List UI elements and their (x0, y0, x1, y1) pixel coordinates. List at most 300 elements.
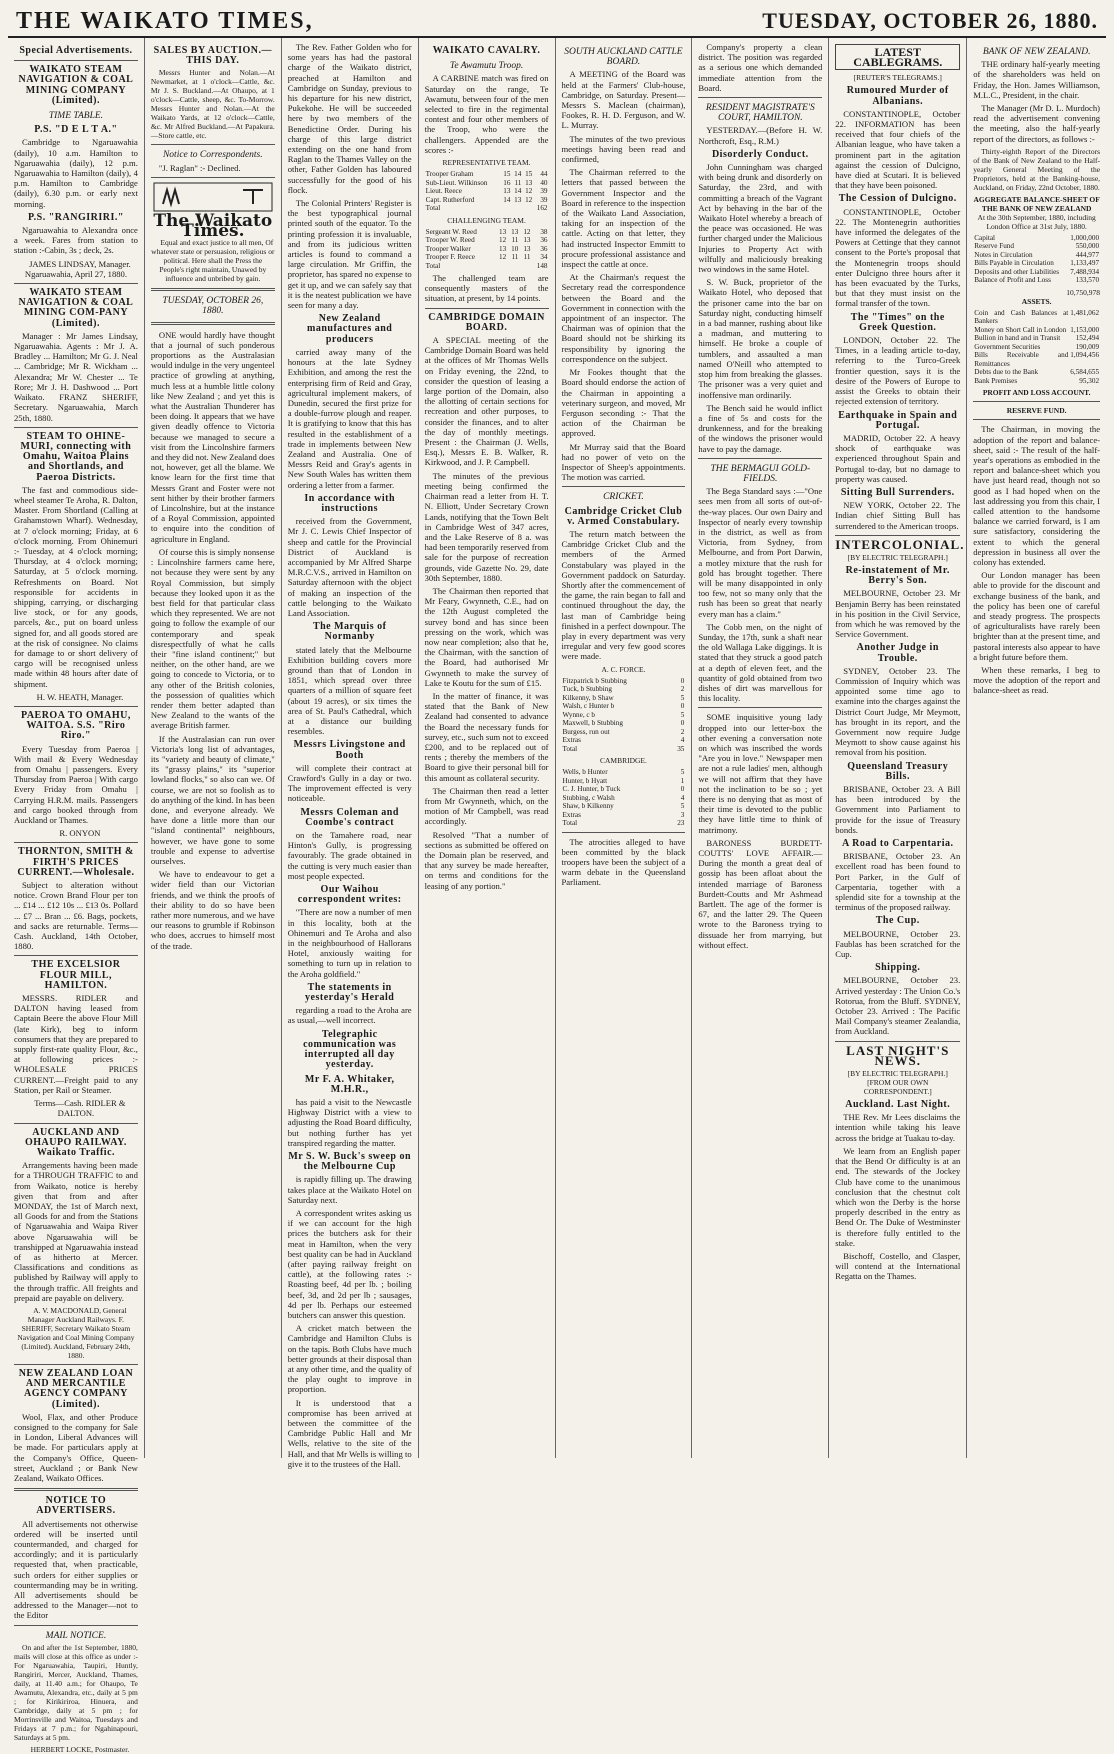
notice-body: All advertisements not otherwise ordered will be inserted until countermanded, and charged for accordingly; and it is particularly requested that, when practicable, such orders for either supplies or countermanding may be in writing. All advertisements should be addressed to the Manager—not to the Editor (14, 1518, 138, 1621)
divider (14, 955, 138, 956)
table-cell: 2 (680, 727, 685, 736)
table-heading: A. C. FORCE. (601, 664, 646, 674)
table-cell: Bills Payable in Circulation (974, 259, 1054, 268)
ad-body: The fast and commodious side-wheel steamer Te Aroha, R. Dalton, Master. From Shortland (Calling at Grahamstown Wharf). Wednesday, at 7 o'clock morning; Friday, at 6 o'clock morning. From Ohinemuri :- Tuesday, at 4 o'clock morning; Thursday, at 4 o'clock morning; Saturday, at 5 o'clock morning. Refreshments on Board. Not responsible for accidents in shipping, carrying, or discharging live stock, or for any goods, parcels, &c., put on board unless signed for, and all goods stored are at the risk of consignee. No claims for damage to or short delivery of cargo will be recognised unless made within 48 hours after date of shipment. (14, 484, 138, 689)
article-subheading: Cambridge Cricket Club v. Armed Constabulary. (564, 505, 683, 527)
article-paragraph: The return match between the Cambridge Cricket Club and the members of the Armed Constabulary was played in the Government paddock on Saturday. Shortly after the commencement of the game, the rain began to fall and continued throughout the day, the last man of Cambridge being finished in a perfect downpour. The play in every department was very irregular and very few good scores were made. (561, 528, 686, 662)
columns (8, 38, 1106, 1754)
table-cell: Hunter, b Hyatt (562, 776, 608, 785)
table-cell: 39 (540, 187, 548, 196)
issue-date: TUESDAY, OCTOBER 26, 1880. (762, 8, 1098, 33)
table-cell: 40 (540, 178, 548, 187)
table-cell: 13 (499, 227, 507, 236)
asset-row (973, 343, 1100, 352)
article-paragraph: John Cunningham was charged with being drunk and disorderly on Saturday, the 23rd, and with committing a breach of the Vagrant Act by behaving in the bar of the Waikato Hotel whereby a breach of the peace was occasioned. He was further charged under the Malicious Injuries to Property Act with wilfully and maliciously breaking two windows in the same Hotel. (698, 162, 823, 275)
article-paragraph: Resolved "That a number of sections as submitted be offered on the Domain plan be reserved, and that any survey be made hereafter, on terms and conditions for the leasing of any portion." (424, 829, 549, 891)
table-cell: 1,481,062 (1070, 308, 1100, 317)
news-heading: New Zealand manufactures and producers (307, 313, 393, 345)
table-cell: 6,584,655 (1070, 368, 1100, 377)
section-heading: Special Advertisements. (19, 45, 133, 56)
column-6 (692, 38, 829, 1458)
divider (698, 458, 822, 459)
batting-row (562, 819, 686, 828)
editorial-paragraph: If the Australasian can run over Victoria's long list of advantages, its "variety and beauty of climate," its "grassy plains," its "superior lowland flocks," so also can we. Of course, we are not so foolish as to do anything of the kind. In has been done, and everyone already. We have done a little more than our "island continental" neighbours, however, we have gone to some trouble and expense to advertise ourselves. (150, 733, 275, 866)
table-cell: 14 (514, 170, 522, 179)
table-cell: 13 (503, 187, 511, 196)
ad-body: Every Tuesday from Paeroa | With mail & Every Wednesday from Omahu | passengers. Every Thursday from Paeroa | With cargo Every Friday from Omahu | Carrying H.R.M. mails. Passengers and cargo booked through from Auckland or Thames. (14, 743, 138, 826)
ad-body: Ngaruawahia to Alexandra once a week. Fares from station to station :-Cabin, 3s ; deck, 2s. (14, 225, 138, 256)
news-paragraph: BRISBANE, October 23. A Bill has been introduced by the Government into Parliament to provide for the issue of Treasury bonds. (835, 784, 961, 835)
news-heading: Mr S. W. Buck's sweep on the Melbourne Cup (288, 1150, 412, 1173)
news-paragraph: Bischoff, Costello, and Clasper, will contend at the International Regatta on the Thames. (835, 1250, 961, 1282)
table-cell: 1,094,456 (1070, 351, 1100, 360)
asset-row (973, 334, 1100, 343)
ad-body: Cambridge to Ngaruawahia (daily), 10 a.m. Hamilton to Ngaruawahia (daily), 12 p.m. Ngaruawahia to Hamilton (daily), 4 p.m. Hamilton to Cambridge (daily), 6.30 p.m. or early next morning. (14, 137, 138, 209)
table-cell: 5 (680, 693, 685, 702)
divider (425, 308, 549, 309)
article-paragraph: The Bench said he would inflict a fine of 5s and costs for the drunkenness, and for the breaking of the windows the prisoner would have to pay the damage. (698, 402, 823, 454)
news-heading: Rumoured Murder of Albanians. (846, 85, 949, 107)
divider (151, 177, 275, 178)
table-cell: 11 (523, 253, 531, 262)
balance-sheet-liabilities (973, 234, 1100, 285)
column-2 (145, 38, 282, 1458)
table-cell: 162 (536, 204, 548, 213)
article-paragraph: The Chairman then reported that Mr Feary, Gwynneth, C.E., had on the 12th August completed the survey bond and has since been pressing on the work, which was now near completion; also that he, the Chairman, with the sanction of the Board, had authorised Mr Gwynneth to make the survey of Lake te Koutu for the sum of £15. (424, 585, 549, 688)
table-cell: 12 (523, 227, 531, 236)
news-heading: The statements in yesterday's Herald (305, 981, 395, 1004)
balance-sheet-assets (973, 309, 1100, 386)
ship-name: P.S. "D E L T A." (34, 124, 118, 136)
asset-row (973, 326, 1100, 335)
ad-title: WAIKATO STEAM NAVIGATION & COAL MINING COM-PANY (Limited). (18, 287, 134, 329)
news-paragraph: We learn from an English paper that the Bend Or difficulty is at an end. The stewards of the Jockey Club have come to the unanimous conclusion that the chestnut colt which won the Derby is the horse properly described in the entry as Bend Or. The Duke of Westminster is therefore fully entitled to the stake. (835, 1145, 961, 1248)
liability-row (973, 242, 1100, 251)
divider (151, 322, 275, 325)
balance-sheet-title: AGGREGATE BALANCE-SHEET OF THE BANK OF NEW ZEALAND (973, 194, 1100, 213)
article-paragraph: The atrocities alleged to have been committed by the black troopers have been the subject of a warm debate in the Queensland Parliament. (561, 836, 686, 888)
column-8 (967, 38, 1106, 1458)
divider (14, 427, 138, 428)
table-cell: 95,302 (1079, 376, 1100, 385)
batting-row (562, 802, 686, 811)
news-paragraph: CONSTANTINOPLE, October 22. INFORMATION has been received that four chiefs of the Albanian league, who have taken a prominent part in the agitation against the cession of Dulcigno, have died at Scutari. It is believed that they have been poisoned. (835, 108, 961, 191)
news-paragraph: THE Rev. Mr Lees disclaims the intention while taking his leave across the bridge at Tuakau to-day. (835, 1112, 961, 1143)
ad-title: NEW ZEALAND LOAN AND MERCANTILE AGENCY COMPANY (Limited). (18, 1367, 134, 1410)
article-paragraph: A CARBINE match was fired on Saturday on the range, Te Awamutu, between four of the men selected to fire in the regimental contest and four other members of the Troop, who were the challengers. Appended are the scores :- (424, 73, 549, 155)
table-cell: Bullion in hand and in Transit (974, 334, 1061, 343)
table-cell: Stubbing, c Walsh (562, 793, 615, 802)
table-cell: Maxwell, b Stubbing (562, 719, 623, 728)
news-paragraph: It is understood that a compromise has been arrived at between the committee of the Cambridge Public Hall and Mr Wells, relative to the site of the Hall, and that Mr Wells is willing to give it to the trustees of the Hall. (287, 1397, 412, 1469)
table-cell: 13 (514, 195, 522, 204)
batting-row (562, 677, 686, 686)
article-paragraph: The minutes of the previous meeting being confirmed the Chairman read a letter from H. T. N. Elliott, Under Secretary Crown Lands, notifying that the Town Belt in Cambridge West of 347 acres, and the Lake Reserve of 8 a. was had been temporarily reserved from sale for the purpose of recreation grounds, vide Gazette No. 29, date 30th September, 1880. (424, 470, 549, 583)
table-cell: 148 (536, 261, 548, 270)
table-cell: 0 (680, 719, 685, 728)
intercolonial-source: [BY ELECTRIC TELEGRAPH.] (847, 552, 948, 562)
article-subheading: Disorderly Conduct. (711, 148, 809, 160)
ship-name: P.S. "RANGIRIRI." (27, 211, 124, 223)
ad-title: AUCKLAND AND OHAUPO RAILWAY. Waikato Traffic. (24, 1126, 127, 1158)
table-cell: 14 (503, 195, 511, 204)
news-paragraph: will complete their contract at Crawford's Gully in a day or two. The improvement effected is very noticeable. (287, 762, 412, 804)
liability-row (973, 276, 1100, 285)
intercolonial-heading: INTERCOLONIAL. (835, 536, 965, 552)
batting-row (562, 736, 686, 745)
table-cell: 36 (540, 236, 548, 245)
table-cell: Debts due to the Bank (974, 368, 1039, 377)
ad-title: THORNTON, SMITH & FIRTH'S PRICES CURRENT.—Wholesale. (17, 846, 135, 878)
table-cell: Total (425, 261, 441, 270)
ad-subtitle: TIME TABLE. (48, 111, 104, 122)
score-row (425, 204, 549, 213)
table-heading: CHALLENGING TEAM. (447, 215, 526, 225)
news-heading: The Cup. (875, 915, 920, 927)
table-cell: 1,000,000 (1070, 233, 1100, 242)
table-heading: REPRESENTATIVE TEAM. (442, 158, 531, 168)
news-paragraph: "There are now a number of men in this locality, both at the Ohinemuri and Te Aroha and also in the neighbourhood of Hallorans Hotel, anxiously waiting for something to turn up in relation to the Aroha goldfield." (287, 907, 412, 979)
batting-row (562, 777, 686, 786)
news-paragraph: MELBOURNE, October 23. Faublas has been scratched for the Cup. (835, 928, 961, 960)
article-heading: SOUTH AUCKLAND CATTLE BOARD. (564, 47, 683, 68)
article-paragraph: When these remarks, I beg to move the adoption of the report and balance-sheet as read. (973, 665, 1101, 696)
table-cell: 1 (680, 776, 685, 785)
news-heading: Our Waihou correspondent writes: (297, 884, 402, 906)
table-cell: 12 (525, 195, 533, 204)
table-cell: Wynne, c b (562, 710, 595, 719)
divider (835, 535, 960, 536)
article-heading: THE BERMAGUI GOLD-FIELDS. (710, 463, 811, 484)
newspaper-motto: Equal and exact justice to all men, Of whatever state or persuasion, religious or political. Here shall the Press the People's right maintain, Unawed by influence and unbribed by gain. (151, 238, 275, 284)
table-cell: Wells, b Hunter (562, 768, 608, 777)
article-paragraph: S. W. Buck, proprietor of the Waikato Hotel, who deposed that the prisoner came into the bar on Saturday night, conducting himself in a bad manner, rushing about like a madman, and muttering to himself. He broke a couple of tumblers, and assaulted a man named O'Neill who attempted to stop him from breaking the glasses. The prisoner was a very quiet and inoffensive man ordinarily. (698, 277, 823, 400)
table-cell: Notes in Circulation (974, 250, 1033, 259)
table-cell: 2 (680, 685, 685, 694)
divider (14, 1625, 138, 1626)
table-cell: 12 (499, 236, 507, 245)
divider (973, 401, 1100, 402)
liability-row (973, 268, 1100, 277)
sales-heading: SALES BY AUCTION.—THIS DAY. (153, 45, 272, 67)
news-paragraph: The Rev. Father Golden who for some years has had the pastoral charge of the Waikato district, preached at Hamilton and Cambridge on Sunday, previous to his departure for his new district, Pukekohe. He will be succeeded here by two members of the Benedictine Order. During his charge of this large district extending on the one hand from Raglan to the Thames Valley on the other, Father Golden has laboured successfully for the good of his flock. (287, 42, 412, 195)
cricket-scores-cambridge (562, 768, 686, 828)
ad-title: STEAM TO OHINE-MURI, connecting with Omahu, Waitoa Plains and Shortlands, and Paeroa Districts. (20, 430, 132, 483)
article-paragraph: In the matter of finance, it was stated that the Bank of New Zealand had consented to advance the Board the necessary funds for survey, etc., such sum not to exceed £200, and to be replaced out of rents ; thereby the members of the Board to give their personal bill for this amount as collateral security. (424, 690, 549, 783)
editorial-paragraph: Of course this is simply nonsense : Lincolnshire farmers came here, not because they were sent by any Royal Commission, but simply because they looked upon it as the best field for that particular class which they represented. We are not going to follow the example of our contemporary and speak disrespectfully of what he calls their "fine island continent;" but neither, on the other hand, are we going to concede to Victoria, or to any other of the British colonies, the possession of qualities which render them better adapted than New Zealand to the wants of the average British farmer. (150, 546, 275, 731)
ad-signature: H. W. HEATH, Manager. (36, 691, 124, 702)
table-cell: Extras (562, 810, 581, 819)
table-cell: 12 (499, 253, 507, 262)
divider (562, 832, 686, 833)
news-paragraph: A cricket match between the Cambridge and Hamilton Clubs is on the tapis. Both Clubs have much better grounds at their disposal than at any other time, and the quality of the play ought to improve in proportion. (287, 1323, 412, 1395)
last-nights-news-source: [BY ELECTRIC TELEGRAPH.] (847, 1069, 948, 1079)
table-cell (511, 204, 522, 213)
divider (14, 60, 138, 61)
news-heading: Messrs Coleman and Coombe's contract (300, 806, 399, 828)
ad-signature: A. V. MACDONALD, General Manager Auckland Railways. F. SHERIFF, Secretary Waikato Steam Navigation and Coal Mining Company (Limited). Auckland, February 24th, 1880. (17, 1305, 135, 1360)
ad-signature: Terms—Cash. RIDLER & DALTON. (34, 1098, 126, 1119)
article-heading: BANK OF NEW ZEALAND. (982, 47, 1091, 57)
cablegrams-source: [REUTER'S TELEGRAMS.] (853, 73, 942, 83)
news-paragraph: SYDNEY, October 23. The Commission of Inquiry which was appointed some time ago to examine into the charges against the District Court Judge, Mr Meymott, has brought in its report, and the Government now require Judge Meymott to show cause against his removal from his position. (835, 665, 961, 758)
table-cell: 13 (523, 236, 531, 245)
article-paragraph: Mr Murray said that the Board had no power of veto on the Inspector of Sheep's appointments. The motion was carried. (561, 441, 686, 483)
score-row (425, 187, 549, 196)
asset-row (973, 368, 1100, 377)
divider (835, 1041, 960, 1042)
news-paragraph: CONSTANTINOPLE, October 22. The Montenegrin authorities have informed the delegates of the Powers at Cettinge that they cannot consent to the Porte's proposal that the Montenegrin troops should enter Dulcigno three hours after it has been evacuated by the Turks, but that they must insist on the formal transfer of the town. (835, 206, 961, 309)
news-heading: A Road to Carpentaria. (841, 838, 954, 850)
news-heading: Mr F. A. Whitaker, M.H.R., (304, 1073, 395, 1095)
ad-body: MESSRS. RIDLER and DALTON having leased from Captain Beere the above Flour Mill (late Kirk), beg to inform consumers that they are prepared to supply first-rate quality Flour, &c., at following prices :- WHOLESALE PRICES CURRENT.—Freight paid to any Station, per Rail or Steamer. (14, 993, 138, 1095)
article-paragraph: Company's property a clean district. The position was regarded as a serious one which demanded immediate attention from the Board. (698, 42, 823, 93)
article-heading: RESIDENT MAGISTRATE'S COURT, HAMILTON. (705, 103, 815, 124)
divider (698, 97, 822, 98)
score-row (425, 179, 549, 188)
ad-title: THE EXCELSIOR FLOUR MILL, HAMILTON. (31, 959, 121, 991)
table-cell: Lieut. Reece (425, 187, 462, 196)
article-paragraph: The Bega Standard says :—"One sees men from all sorts of out-of-the-way places. Our own Dairy and Inspector of nearly every township in the district, as well as from Victoria, from Sydney, from Melbourne, and from Port Darwin, a motley mixture that the rush for gold has brought together. There will be many disappointed in only too few, not so many only that the rush has been so great that nearly every man has a claim." (698, 486, 823, 619)
table-cell: 35 (677, 744, 685, 753)
news-heading: Queensland Treasury Bills. (847, 760, 949, 782)
news-paragraph: NEW YORK, October 22. The Indian chief Sitting Bull has surrendered to the American troops. (835, 500, 961, 531)
table-cell: 1,133,497 (1070, 259, 1100, 268)
score-row (425, 245, 549, 254)
column-4 (419, 38, 556, 1458)
table-cell: Sergeant W. Reed (425, 227, 477, 236)
correspondents-body: "J. Raglan" :- Declined. (158, 162, 241, 173)
assets-title: ASSETS. (1021, 296, 1052, 306)
batting-row (562, 768, 686, 777)
table-cell: Balance of Profit and Loss (974, 276, 1051, 285)
score-row (425, 236, 549, 245)
mail-notice-title: MAIL NOTICE. (45, 1630, 107, 1641)
news-heading: In accordance with instructions (304, 492, 396, 514)
table-cell: Kilkenny, b Shaw (562, 693, 614, 702)
table-cell: 34 (540, 253, 548, 262)
ad-body: Wool, Flax, and other Produce consigned to the company for Sale in London, Liberal Advances will be made. For particulars apply at the Company's Office, Queen-street, Auckland ; or Bank New Zealand, Waikato Offices. (14, 1411, 138, 1483)
article-paragraph: At the Chairman's request the Secretary read the correspondence between the Board and the Government in connection with the appointment of an inspector. The Chairman was of opinion that the Board should not be shirking its responsibility by ignoring the correspondence on the subject. (561, 272, 686, 364)
sales-body: Messrs Hunter and Nolan.—At Newmarket, at 1 o'clock—Cattle, &c. Mr J. S. Buckland.—At Ohaupo, at 1 o'clock—Cattle, sheep, &c. To-Morrow. Messrs Hunter and Nolan.—At the Waikato Yards, at 12 o'clock—Cattle, &c. Mr Alfred Buckland.—At Papakura.—Store cattle, etc. (150, 68, 275, 141)
table-cell: 190,009 (1075, 342, 1100, 351)
column-5 (556, 38, 693, 1458)
masthead (8, 6, 1106, 38)
reserve-fund-title: RESERVE FUND. (1006, 406, 1067, 416)
table-cell: Trooper Graham (425, 170, 474, 179)
table-cell: 0 (680, 676, 685, 685)
news-paragraph: has paid a visit to the Newcastle Highway District with a view to adjusting the Road Board difficulty, but nothing further has yet transpired regarding the matter. (287, 1096, 412, 1148)
table-cell: 444,977 (1075, 250, 1100, 259)
table-cell: Money on Short Call in London (974, 325, 1067, 334)
table-cell: Fitzpatrick b Stubbing (562, 676, 627, 685)
newspaper-title: THE WAIKATO TIMES, (16, 7, 314, 34)
column-1 (8, 38, 145, 1754)
news-paragraph: on the Tamahere road, near Hinton's Gully, is progressing favourably. The grade obtained in the cutting is very much easier than most people expected. (287, 830, 412, 881)
score-table-representative (425, 170, 549, 213)
news-paragraph: MADRID, October 22. A heavy shock of earthquake was experienced throughout Spain and Portugal to-day, but no damage to property was caused. (835, 432, 961, 484)
table-cell: 550,000 (1075, 242, 1100, 251)
editorial-paragraph: We have to endeavour to get a wider field than our Victorian friends, and we think the proofs of their ability to do so have been rather more numerous, and we have our reasons to grumble if Robinson who does, accrues to himself most of the trade. (150, 869, 275, 951)
score-row (425, 262, 549, 271)
batting-row (562, 811, 686, 820)
batting-row (562, 694, 686, 703)
last-nights-news-heading: LAST NIGHT'S NEWS. (846, 1042, 950, 1068)
score-row (425, 253, 549, 262)
article-paragraph: Our London manager has been able to provide for the discount and exchange business of the bank, and the policy has been one of careful and steady progress. The prospects of agriculturalists have rarely been brighter than at the present time, and pastoral interests also appear to have a bright future before them. (973, 570, 1101, 662)
table-cell: C. J. Hunter, b Tuck (562, 785, 621, 794)
table-cell: Burgess, run out (562, 727, 610, 736)
news-heading: The Cession of Dulcigno. (838, 193, 957, 205)
news-heading: Another Judge in Trouble. (856, 642, 939, 664)
news-heading: Re-instatement of Mr. Berry's Son. (845, 564, 950, 587)
table-cell: Government Securities (974, 342, 1041, 351)
news-paragraph: LONDON, October 22. The Times, in a leading article to-day, referring to the Turco-Greek frontier question, says it is the desire of the Powers of Europe to assist the Greeks to obtain their rejected extension of territory. (835, 335, 961, 407)
table-cell: 15 (503, 170, 511, 179)
score-row (425, 170, 549, 179)
article-heading: CRICKET. (603, 492, 644, 503)
news-paragraph: carried away many of the honours at the late Sydney Exhibition, and among the rest the enterprising firm of Reid and Gray, agricultural implement makers, of Dunedin, secured the first prize for a double-furrow plough and reaper. It is gratifying to know that this has resulted in the establishment of a trade in implements between New Zealand and Australia. One of Messrs Reid and Gray's agents in New South Wales has written them ordering a letter from a farmer. (287, 346, 412, 490)
table-cell: Total (425, 204, 441, 213)
table-cell: 10 (511, 244, 519, 253)
table-cell: Extras (562, 736, 581, 745)
ad-body: Manager : Mr James Lindsay, Ngaruawahia. Agents : Mr J. A. Bradley ... Hamilton; Mr G. J. Neal ... Cambridge; Mr R. Wickham ... Alexandra; Mr W. Chester ... Te Rore; Mr J. H. Dashwood ... Port Waikato. FRANZ SHERIFF, Secretary. Ngaruawahia, March 25th, 1880. (14, 330, 138, 423)
table-cell: 14 (514, 187, 522, 196)
column-7 (829, 38, 967, 1458)
news-heading: Telegraphic communication was interrupted all day yesterday. (303, 1028, 397, 1071)
divider (562, 486, 686, 487)
editorial-dateline: TUESDAY, OCTOBER 26, 1880. (162, 296, 264, 317)
news-paragraph: is rapidly filling up. The drawing takes place at the Waikato Hotel on Saturday next. (287, 1174, 412, 1205)
table-cell: 152,494 (1075, 334, 1100, 343)
table-cell: Walsh, c Hunter b (562, 702, 615, 711)
article-paragraph: The challenged team are consequently masters of the situation, at present, by 14 points. (424, 273, 549, 304)
correspondents-heading: Notice to Correspondents. (162, 150, 263, 161)
table-cell (507, 262, 519, 271)
table-cell: Reserve Fund (974, 242, 1014, 251)
last-nights-news-correspondent: [FROM OUR OWN CORRESPONDENT.] (863, 1078, 932, 1097)
article-paragraph: A MEETING of the Board was held at the Farmers' Club-house, Cambridge, on Saturday. Present—Messrs S. Maclean (chairman), Fookes, R. H. D. Ferguson, and W. L. Murray. (561, 69, 686, 131)
table-cell (495, 262, 507, 271)
news-paragraph: MELBOURNE, October 23. Arrived yesterday : The Union Co.'s Rotorua, from the Bluff. SYDNEY, October 23. Arrived : The Pacific Mail Company's steamer Zealandia, from Auckland. (835, 975, 961, 1037)
table-cell: 4 (680, 736, 685, 745)
table-cell: 16 (503, 178, 511, 187)
news-paragraph: MELBOURNE, October 23. Mr Benjamin Berry has been reinstated in his position in the Civil Service, from which he was removed by the Service Government. (835, 588, 961, 640)
divider (151, 288, 275, 291)
table-cell: 36 (540, 244, 548, 253)
divider (698, 707, 822, 708)
liability-row (973, 251, 1100, 260)
table-cell: 1,153,000 (1070, 325, 1100, 334)
divider (14, 706, 138, 707)
table-heading: CAMBRIDGE. (599, 756, 647, 766)
article-paragraph: Mr Fookes thought that the Board should endorse the action of the Chairman in appointing a veterinary surgeon, and moved, Mr Ferguson seconding :- That the action of the Chairman be approved. (561, 367, 686, 439)
table-cell: Tuck, b Stubbing (562, 685, 612, 694)
table-cell: 13 (523, 244, 531, 253)
article-paragraph: THE ordinary half-yearly meeting of the shareholders was held on Friday, the Hon. James Williamson, M.L.C., President, in the chair. (973, 59, 1101, 100)
batting-row (562, 719, 686, 728)
divider (14, 1488, 138, 1491)
table-cell: Total (562, 819, 578, 828)
batting-row (562, 794, 686, 803)
table-cell: 44 (540, 170, 548, 179)
article-heading: CAMBRIDGE DOMAIN BOARD. (428, 311, 545, 333)
divider (14, 283, 138, 284)
table-cell: 5 (680, 802, 685, 811)
mail-notice-signature: HERBERT LOCKE, Postmaster. (30, 1744, 130, 1754)
batting-row (562, 685, 686, 694)
score-row (425, 228, 549, 237)
news-heading: Auckland. Last Night. (845, 1099, 951, 1111)
news-heading: The "Times" on the Greek Question. (850, 311, 945, 333)
score-table-challenging (425, 228, 549, 271)
table-cell (501, 204, 512, 213)
table-cell: Trooper F. Reece (425, 253, 475, 262)
batting-row (562, 728, 686, 737)
divider (151, 144, 275, 145)
ad-signature: R. ONYON (59, 828, 101, 839)
article-paragraph: The Manager (Mr D. L. Murdoch) read the advertisement convening the meeting, also the half-yearly report of the directors, as follows :- (973, 103, 1101, 144)
article-paragraph: A SPECIAL meeting of the Cambridge Domain Board was held at the offices of Mr Thomas Wells on Friday evening, the 22nd, to consider the question of leasing a large portion of the Domain, also the allotting of certain sections for recreation and other purposes, to consider the finances, and to alter the day of monthly meetings. Present : the Chairman (J. Wells, Esq.), Messrs E. B. Walker, R. Kirkwood, and J. P. Campbell. (424, 335, 549, 468)
profit-loss-title: PROFIT AND LOSS ACCOUNT. (982, 388, 1091, 398)
news-paragraph: received from the Government, Mr J. C. Lewis Chief Inspector of sheep and cattle for the Provincial District of Auckland is accompanied by Mr Alfred Sharpe M.R.C.V.S., arrived in Hamilton on Saturday afternoon with the object of making an inspection of the cattle belonging to the Waikato Land Association. (287, 516, 412, 618)
table-cell: 0 (680, 785, 685, 794)
ad-title: WAIKATO STEAM NAVIGATION & COAL MINING COMPANY (Limited). (18, 64, 134, 106)
table-cell: 12 (525, 187, 533, 196)
table-cell: Shaw, b Kilkenny (562, 802, 614, 811)
notice-title: NOTICE TO ADVERTISERS. (36, 1495, 116, 1517)
batting-row (562, 711, 686, 720)
table-cell: 13 (525, 178, 533, 187)
newspaper-nameplate: The Waikato Times. (153, 210, 273, 242)
divider (14, 1364, 138, 1365)
news-heading: Earthquake in Spain and Portugal. (838, 409, 958, 431)
table-cell: Total (562, 744, 578, 753)
table-cell (522, 204, 533, 213)
article-paragraph: BARONESS BURDETT-COUTTS' LOVE AFFAIR.—During the month a great deal of gossip has been afloat about the intended marriage of Baroness Burdett-Coutts and Mr Ashmead Bartlett. The age of the former is 67, and the latter 29. The Queen wrote to the Baroness trying to dissuade her from marrying, but without effect. (698, 837, 823, 950)
asset-row (973, 351, 1100, 368)
table-cell: Capital (974, 233, 996, 242)
table-cell: 133,570 (1075, 276, 1100, 285)
article-paragraph: The Chairman then read a letter from Mr Gwynneth, which, on the motion of Mr Campbell, was read accordingly. (424, 785, 549, 827)
asset-row (973, 309, 1100, 326)
news-paragraph: The Colonial Printers' Register is the best typographical journal printed south of the equator. To the printing profession it is invaluable, and from its judicious written articles is found to command a large circulation. Mr Griffin, the proprietor, has spared no expense to get it up, and we can safely say that it is the neatest publication we have seen for many a day. (287, 198, 412, 311)
table-cell: Trooper W. Reed (425, 236, 475, 245)
divider (14, 1123, 138, 1124)
table-cell: 13 (511, 227, 519, 236)
article-paragraph: Thirty-eighth Report of the Directors of the Bank of New Zealand to the Half-yearly General Meeting of the Proprietors, held at the Banking-house, Auckland, on Friday, 22nd October, 1880. (973, 146, 1101, 192)
table-cell: Bank Premises (974, 376, 1018, 385)
ad-signature: JAMES LINDSAY, Manager. Ngaruawahia, April 27, 1880. (24, 258, 131, 279)
table-cell: Sub-Lieut. Wilkinson (425, 178, 488, 187)
ad-title: PAEROA TO OMAHU, WAITOA. S.S. "Riro Riro." (20, 709, 131, 742)
news-paragraph: A correspondent writes asking us if we can account for the high prices the butchers ask for their meat in Hamilton, when the very best quality can be had in Auckland (after paying railway freight on cattle), at the following rates :- Roasting beef, 4d per lb. ; boiling beef, 3d, and 2d per lb ; sausages, 4d per lb. Perhaps our esteemed butchers can answer this question. (287, 1207, 412, 1320)
table-cell: 5 (680, 710, 685, 719)
news-heading: Messrs Livingstone and Booth (293, 739, 406, 761)
news-paragraph: stated lately that the Melbourne Exhibition building covers more ground than that of London in 1851, which spread over three quarters of a million of square feet (about 19 acres), or six times the area of St. Paul's Cathedral, which at a distance our building resembles. (287, 644, 412, 737)
masthead-logo (151, 182, 275, 212)
balance-sheet-subtitle: At the 30th September, 1880, including London Office at 31st July, 1880. (977, 212, 1096, 231)
ad-body: Arrangements having been made for a THROUGH TRAFFIC to and from Waikato, notice is hereby given that from and after MONDAY, the 1st of March next, all Goods for and from the Stations of Ngaruawahia and Waipa River above Ngaruawahia will be transhipped at Ngaruawahia instead of as hitherto at Mercer. Classifications and conditions as published by Railway will apply to the through traffic. All freights and prepaid are payable on delivery. (14, 1160, 138, 1303)
news-paragraph: BRISBANE, October 23. An excellent road has been found to Port Parker, in the Gulf of Carpentaria, together with a splendid site for a township at the terminus of the proposed railway. (835, 851, 961, 913)
waikato-times-logo-icon (153, 182, 273, 212)
article-paragraph: The Chairman, in moving the adoption of the report and balance-sheet, said :- The result of the half-year's operations as embodied in the report and balance-sheet which you have just heard read, though not so good as I had hoped when on the last addressing you from this chair, I called attention to the handsome balance we carried forward, is I am sure satisfactory, considering the extent to which the general depression in business all over the colony has extended. (973, 424, 1101, 567)
liability-row (973, 234, 1100, 243)
news-heading: Shipping. (875, 962, 921, 974)
divider (973, 419, 1100, 420)
table-cell: Capt. Rutherford (425, 195, 475, 204)
score-row (425, 196, 549, 205)
